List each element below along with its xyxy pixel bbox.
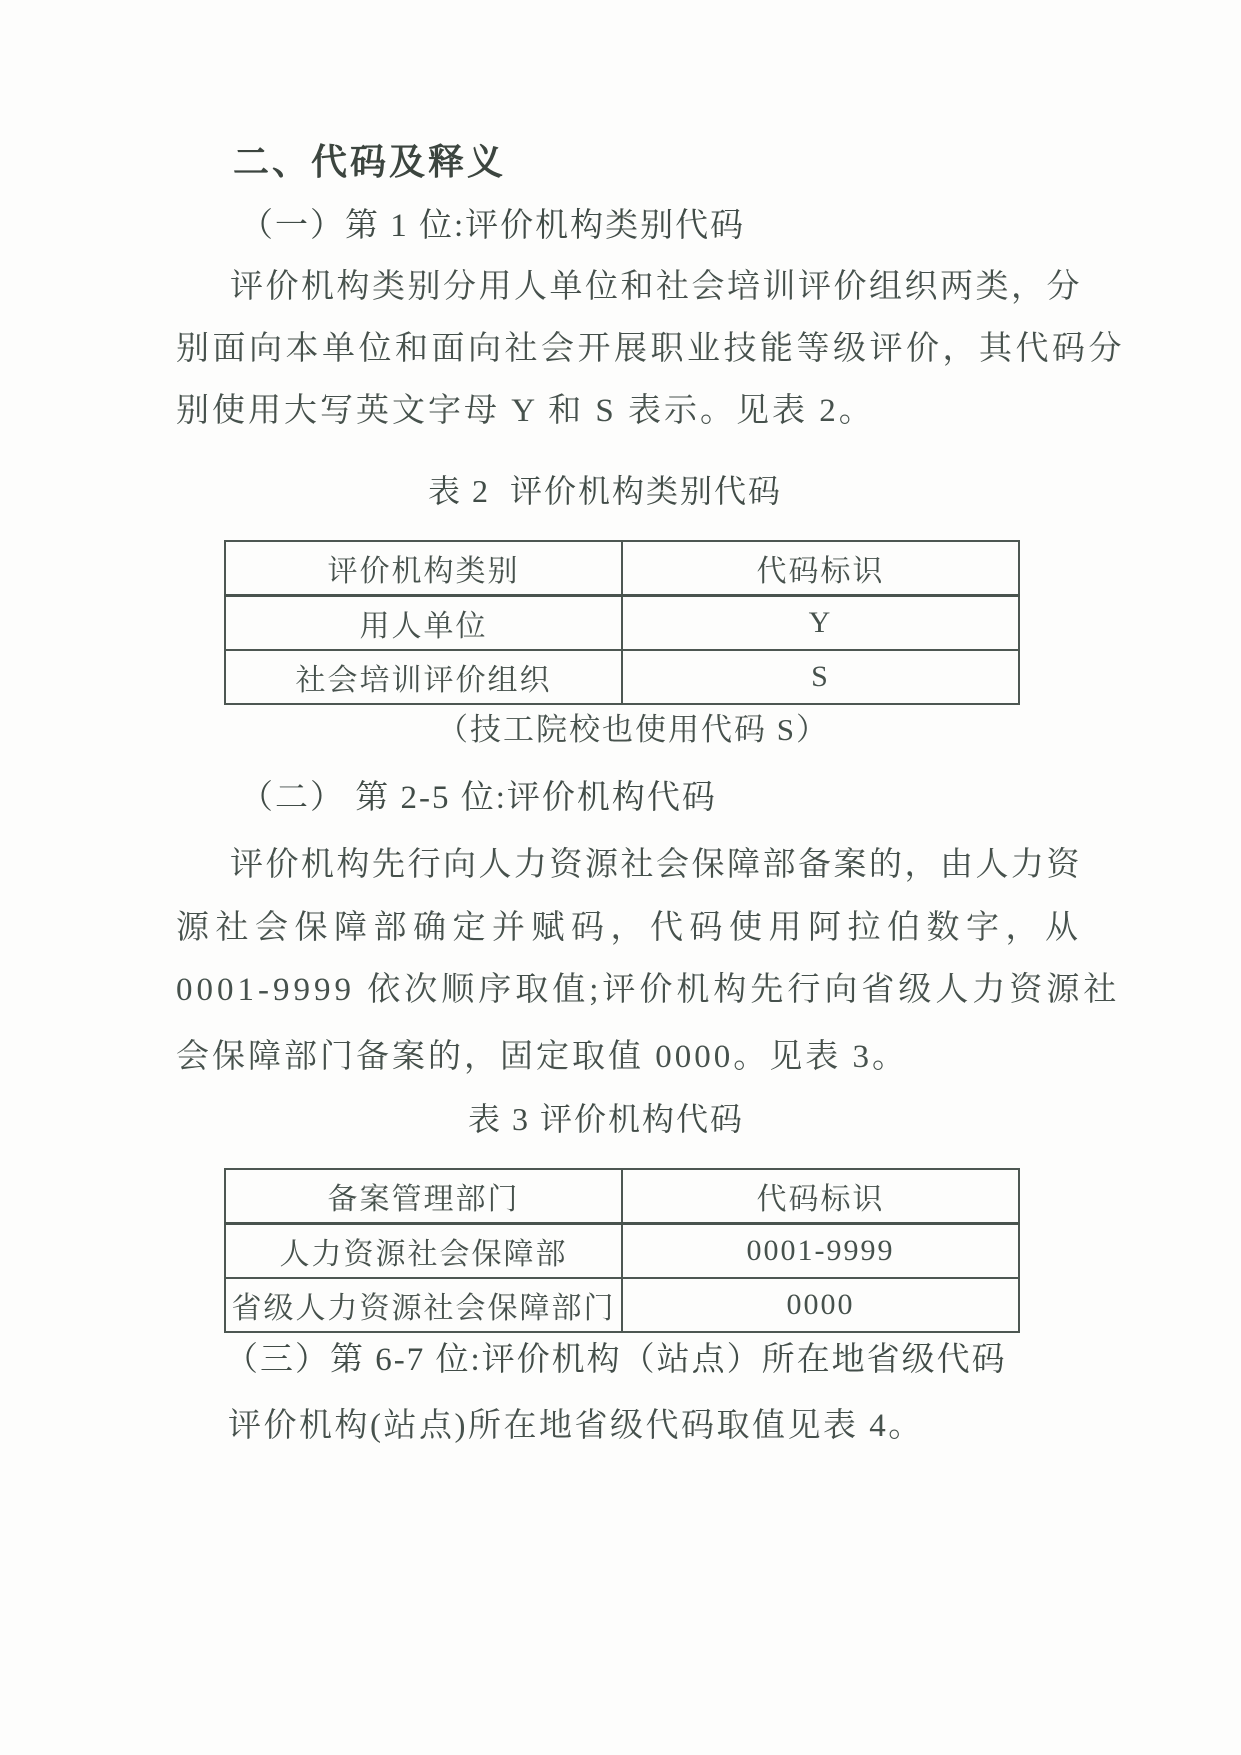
table2-cell: 用人单位 xyxy=(225,596,622,651)
paragraph-line: 别使用大写英文字母 Y 和 S 表示。见表 2。 xyxy=(176,393,875,429)
table3-header-row xyxy=(225,1169,1019,1224)
table3-cell: 0000 xyxy=(622,1278,1019,1332)
table-row xyxy=(225,1224,1019,1279)
table-row xyxy=(225,596,1019,651)
table3-header-cell: 备案管理部门 xyxy=(225,1169,622,1224)
document-title: 二、代码及释义 xyxy=(233,142,507,183)
table3-cell: 0001-9999 xyxy=(622,1224,1019,1279)
table-row xyxy=(225,1278,1019,1332)
paragraph-line: 0001-9999 依次顺序取值;评价机构先行向省级人力资源社 xyxy=(176,972,1121,1008)
section1-heading: （一）第 1 位:评价机构类别代码 xyxy=(240,208,746,244)
table2 xyxy=(224,540,1020,705)
table-row xyxy=(225,650,1019,704)
table3-header-cell: 代码标识 xyxy=(622,1169,1019,1224)
table2-header-row xyxy=(225,541,1019,596)
table3 xyxy=(224,1168,1020,1333)
section3-heading: （三）第 6-7 位:评价机构（站点）所在地省级代码 xyxy=(225,1342,1007,1378)
table2-note: （技工院校也使用代码 S） xyxy=(437,712,829,747)
table2-cell: 社会培训评价组织 xyxy=(225,650,622,704)
table2-cell: Y xyxy=(622,596,1019,651)
paragraph-line: 会保障部门备案的，固定取值 0000。见表 3。 xyxy=(176,1039,908,1075)
paragraph-line: 别面向本单位和面向社会开展职业技能等级评价，其代码分 xyxy=(176,331,1125,367)
section2-heading: （二） 第 2-5 位:评价机构代码 xyxy=(240,780,717,816)
table3-caption: 表 3 评价机构代码 xyxy=(468,1101,745,1137)
table3-cell: 省级人力资源社会保障部门 xyxy=(225,1278,622,1332)
table2-header-cell: 代码标识 xyxy=(622,541,1019,596)
table3-cell: 人力资源社会保障部 xyxy=(225,1224,622,1279)
table2-caption: 表 2 评价机构类别代码 xyxy=(428,473,783,509)
paragraph-line: 源社会保障部确定并赋码，代码使用阿拉伯数字，从 xyxy=(176,910,1085,946)
paragraph-line: 评价机构(站点)所在地省级代码取值见表 4。 xyxy=(228,1408,924,1444)
paragraph-line: 评价机构先行向人力资源社会保障部备案的，由人力资 xyxy=(230,847,1082,883)
paragraph-line: 评价机构类别分用人单位和社会培训评价组织两类，分 xyxy=(230,269,1082,305)
table2-cell: S xyxy=(622,650,1019,704)
table2-header-cell: 评价机构类别 xyxy=(225,541,622,596)
